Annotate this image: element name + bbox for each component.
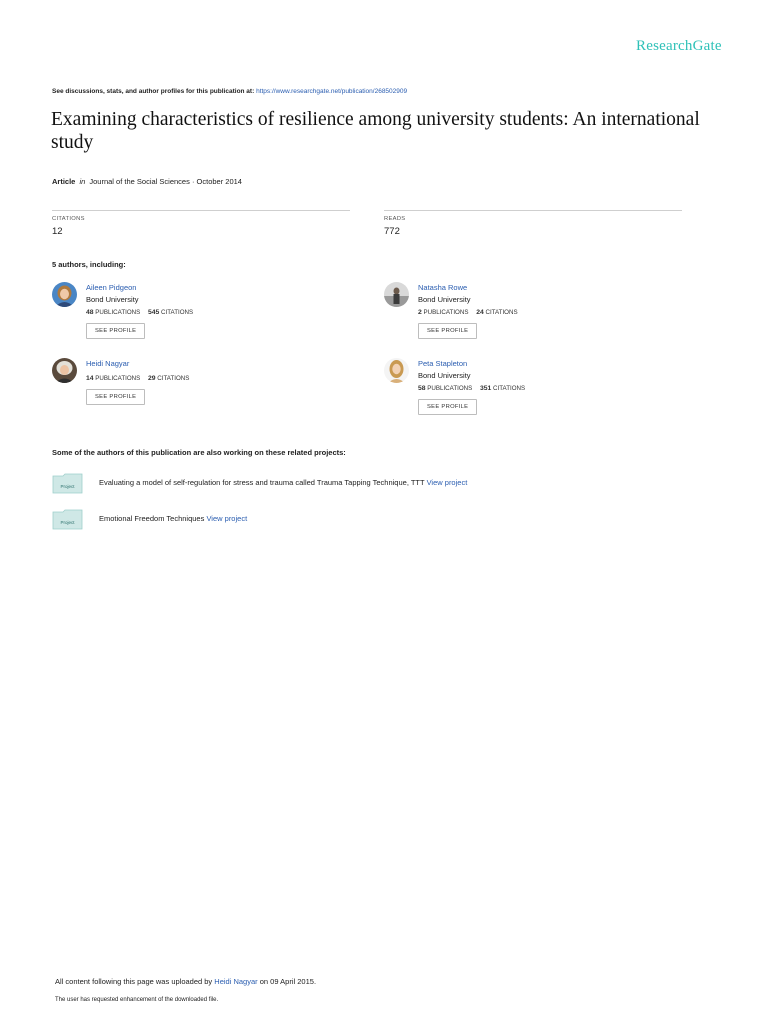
- author-name[interactable]: Peta Stapleton: [418, 359, 468, 368]
- discussion-line: [52, 88, 407, 95]
- publications-label: PUBLICATIONS: [427, 385, 473, 392]
- reads-label: READS: [384, 216, 406, 222]
- reads-stat: [384, 210, 682, 237]
- publications-label: PUBLICATIONS: [423, 309, 469, 316]
- citations-label: CITATIONS: [157, 375, 190, 382]
- see-profile-button[interactable]: SEE PROFILE: [418, 323, 477, 339]
- see-profile-button[interactable]: SEE PROFILE: [418, 399, 477, 415]
- view-project-link[interactable]: View project: [426, 478, 468, 487]
- author-institution: Bond University: [418, 295, 471, 304]
- uploader-link[interactable]: Heidi Nagyar: [214, 977, 258, 986]
- project-icon-label: Project: [60, 520, 75, 525]
- paper-date: · October 2014: [191, 177, 242, 186]
- avatar[interactable]: [52, 358, 77, 383]
- author-name[interactable]: Natasha Rowe: [418, 283, 468, 292]
- citations-count: 24: [476, 309, 484, 316]
- avatar[interactable]: [52, 282, 77, 307]
- publications-label: PUBLICATIONS: [95, 375, 141, 382]
- uploaded-suffix: on 09 April 2015.: [259, 977, 317, 986]
- project-title: Emotional Freedom Techniques: [99, 514, 205, 523]
- discussion-prefix: See discussions, stats, and author profiles for this publication at:: [52, 88, 255, 95]
- publications-count: 48: [86, 309, 94, 316]
- paper-meta: [52, 177, 242, 186]
- author-name[interactable]: Aileen Pidgeon: [86, 283, 137, 292]
- authors-heading: 5 authors, including:: [52, 260, 126, 269]
- publications-count: 14: [86, 375, 94, 382]
- citations-count: 29: [147, 375, 156, 382]
- citations-count: 545: [147, 309, 160, 316]
- author-stats: [86, 375, 189, 382]
- citations-label: CITATIONS: [161, 309, 194, 316]
- project-item: [52, 473, 692, 497]
- publication-url-link[interactable]: https://www.researchgate.net/publication/268502909: [256, 88, 408, 95]
- project-item: [52, 509, 692, 533]
- paper-in: in: [79, 177, 86, 186]
- avatar[interactable]: [384, 358, 409, 383]
- avatar[interactable]: [384, 282, 409, 307]
- citations-label: CITATIONS: [52, 216, 85, 222]
- project-title: Evaluating a model of self-regulation for stress and trauma called Trauma Tapping Technique, TTT: [99, 478, 425, 487]
- upload-notice: [55, 977, 316, 986]
- project-folder-icon: [52, 509, 83, 530]
- citations-label: CITATIONS: [485, 309, 518, 316]
- related-projects-heading: Some of the authors of this publication are also working on these related projects:: [52, 448, 346, 457]
- author-institution: Bond University: [418, 371, 471, 380]
- author-stats: [418, 309, 518, 316]
- reads-count: 772: [384, 226, 400, 237]
- project-icon-label: Project: [60, 484, 75, 489]
- journal-name: Journal of the Social Sciences: [89, 177, 190, 186]
- paper-type: Article: [52, 177, 76, 186]
- author-stats: [86, 309, 193, 316]
- author-institution: Bond University: [86, 295, 139, 304]
- citations-label: CITATIONS: [493, 385, 526, 392]
- citations-count: 12: [52, 226, 63, 237]
- enhancement-note: The user has requested enhancement of the downloaded file.: [55, 997, 219, 1003]
- publications-count: 2: [418, 309, 422, 316]
- uploaded-prefix: All content following this page was uploaded by: [55, 977, 213, 986]
- citations-stat: [52, 210, 350, 237]
- author-name[interactable]: Heidi Nagyar: [86, 359, 130, 368]
- see-profile-button[interactable]: SEE PROFILE: [86, 323, 145, 339]
- view-project-link[interactable]: View project: [206, 514, 248, 523]
- citations-count: 351: [479, 385, 492, 392]
- publications-label: PUBLICATIONS: [95, 309, 141, 316]
- researchgate-logo[interactable]: ResearchGate: [636, 38, 722, 54]
- author-stats: [418, 385, 525, 392]
- publications-count: 58: [418, 385, 426, 392]
- project-folder-icon: [52, 473, 83, 494]
- paper-title: Examining characteristics of resilience among university students: An international study: [51, 109, 700, 153]
- see-profile-button[interactable]: SEE PROFILE: [86, 389, 145, 405]
